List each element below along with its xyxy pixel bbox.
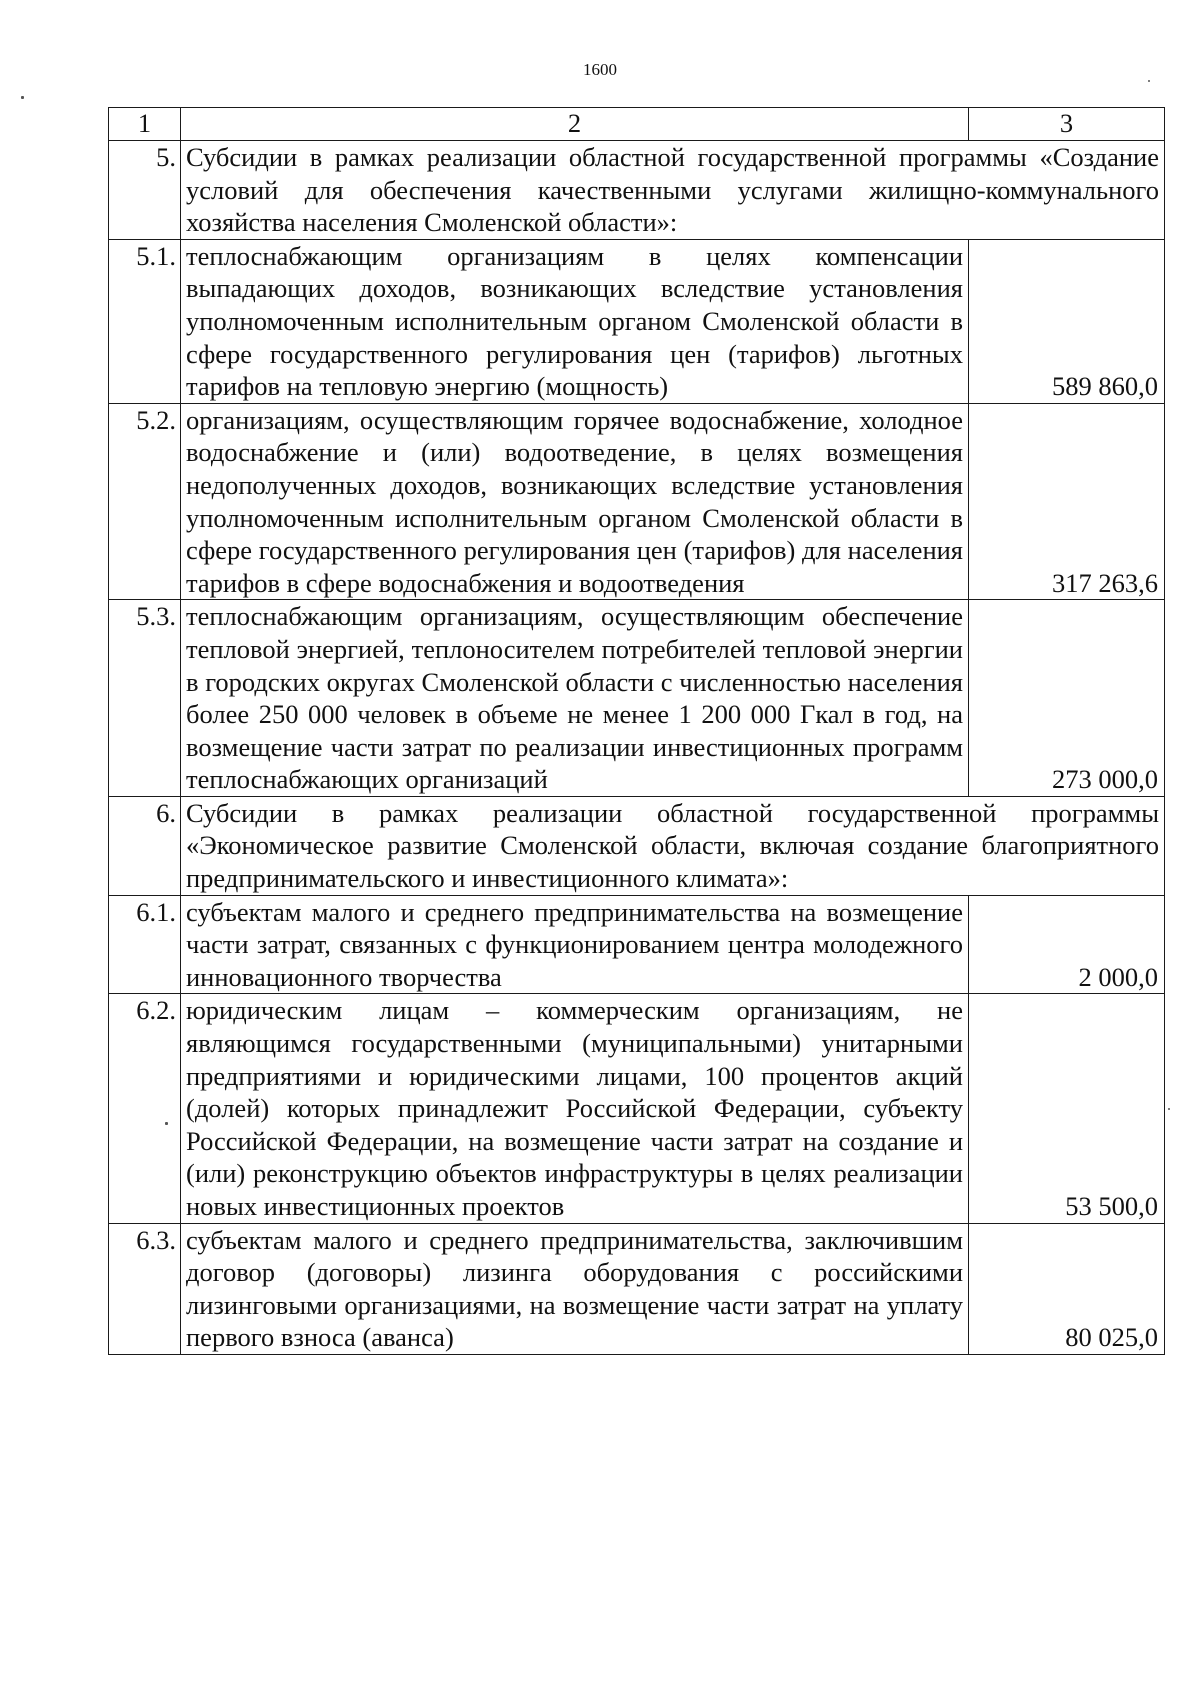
scan-speck	[21, 96, 24, 99]
header-col-2: 2	[181, 108, 969, 141]
row-description: субъектам малого и среднего предпринимательства на возмещение части затрат, связанных с функционированием центра молодежного инновационного творчества	[181, 895, 969, 994]
row-number: 5.3.	[109, 600, 181, 797]
row-amount: 273 000,0	[969, 600, 1165, 797]
row-number: 5.2.	[109, 403, 181, 600]
row-amount: 589 860,0	[969, 239, 1165, 403]
table-row-5-3	[109, 600, 1165, 797]
row-number: 6.2.	[109, 994, 181, 1223]
table-row-5-2	[109, 403, 1165, 600]
row-description: юридическим лицам – коммерческим организациям, не являющимся государственными (муниципальными) унитарными предприятиями и юридическими лицами, 100 процентов акций (долей) которых принадлежит Российской Федерации, субъекту Российской Федерации, на возмещение части затрат на создание и (или) реконструкцию объектов инфраструктуры в целях реализации новых инвестиционных проектов	[181, 994, 969, 1223]
row-number: 6.3.	[109, 1223, 181, 1354]
scan-speck	[165, 1122, 168, 1125]
table-row-6-1	[109, 895, 1165, 994]
row-description: теплоснабжающим организациям, осуществляющим обеспечение тепловой энергией, теплоносителем потребителей тепловой энергии в городских округах Смоленской области с численностью населения более 250 000 человек в объеме не менее 1 200 000 Гкал в год, на возмещение части затрат по реализации инвестиционных программ теплоснабжающих организаций	[181, 600, 969, 797]
row-amount: 80 025,0	[969, 1223, 1165, 1354]
header-col-3: 3	[969, 108, 1165, 141]
row-amount: 2 000,0	[969, 895, 1165, 994]
table-row-section-5	[109, 141, 1165, 240]
table-header-row	[109, 108, 1165, 141]
section-title: Субсидии в рамках реализации областной государственной программы «Экономическое развитие Смоленской области, включая создание благоприятного предпринимательского и инвестиционного климата»:	[181, 796, 1165, 895]
row-description: теплоснабжающим организациям в целях компенсации выпадающих доходов, возникающих вследствие установления уполномоченным исполнительным органом Смоленской области в сфере государственного регулирования цен (тарифов) льготных тарифов на тепловую энергию (мощность)	[181, 239, 969, 403]
section-title: Субсидии в рамках реализации областной государственной программы «Создание условий для обеспечения качественными услугами жилищно-коммунального хозяйства населения Смоленской области»:	[181, 141, 1165, 240]
row-number: 6.1.	[109, 895, 181, 994]
page-number: 1600	[583, 60, 617, 79]
table-row-6-2	[109, 994, 1165, 1223]
row-description: субъектам малого и среднего предпринимательства, заключившим договор (договоры) лизинга оборудования с российскими лизинговыми организациями, на возмещение части затрат на уплату первого взноса (аванса)	[181, 1223, 969, 1354]
scan-speck	[1148, 80, 1150, 82]
subsidies-table	[108, 107, 1165, 1355]
table-row-5-1	[109, 239, 1165, 403]
table-row-section-6	[109, 796, 1165, 895]
row-number: 5.1.	[109, 239, 181, 403]
row-number: 6.	[109, 796, 181, 895]
row-number: 5.	[109, 141, 181, 240]
table-row-6-3	[109, 1223, 1165, 1354]
header-col-1: 1	[109, 108, 181, 141]
row-amount: 53 500,0	[969, 994, 1165, 1223]
row-description: организациям, осуществляющим горячее водоснабжение, холодное водоснабжение и (или) водоотведение, в целях возмещения недополученных доходов, возникающих вследствие установления уполномоченным исполнительным органом Смоленской области в сфере государственного регулирования цен (тарифов) для населения тарифов в сфере водоснабжения и водоотведения	[181, 403, 969, 600]
row-amount: 317 263,6	[969, 403, 1165, 600]
scan-speck	[1168, 1108, 1170, 1110]
